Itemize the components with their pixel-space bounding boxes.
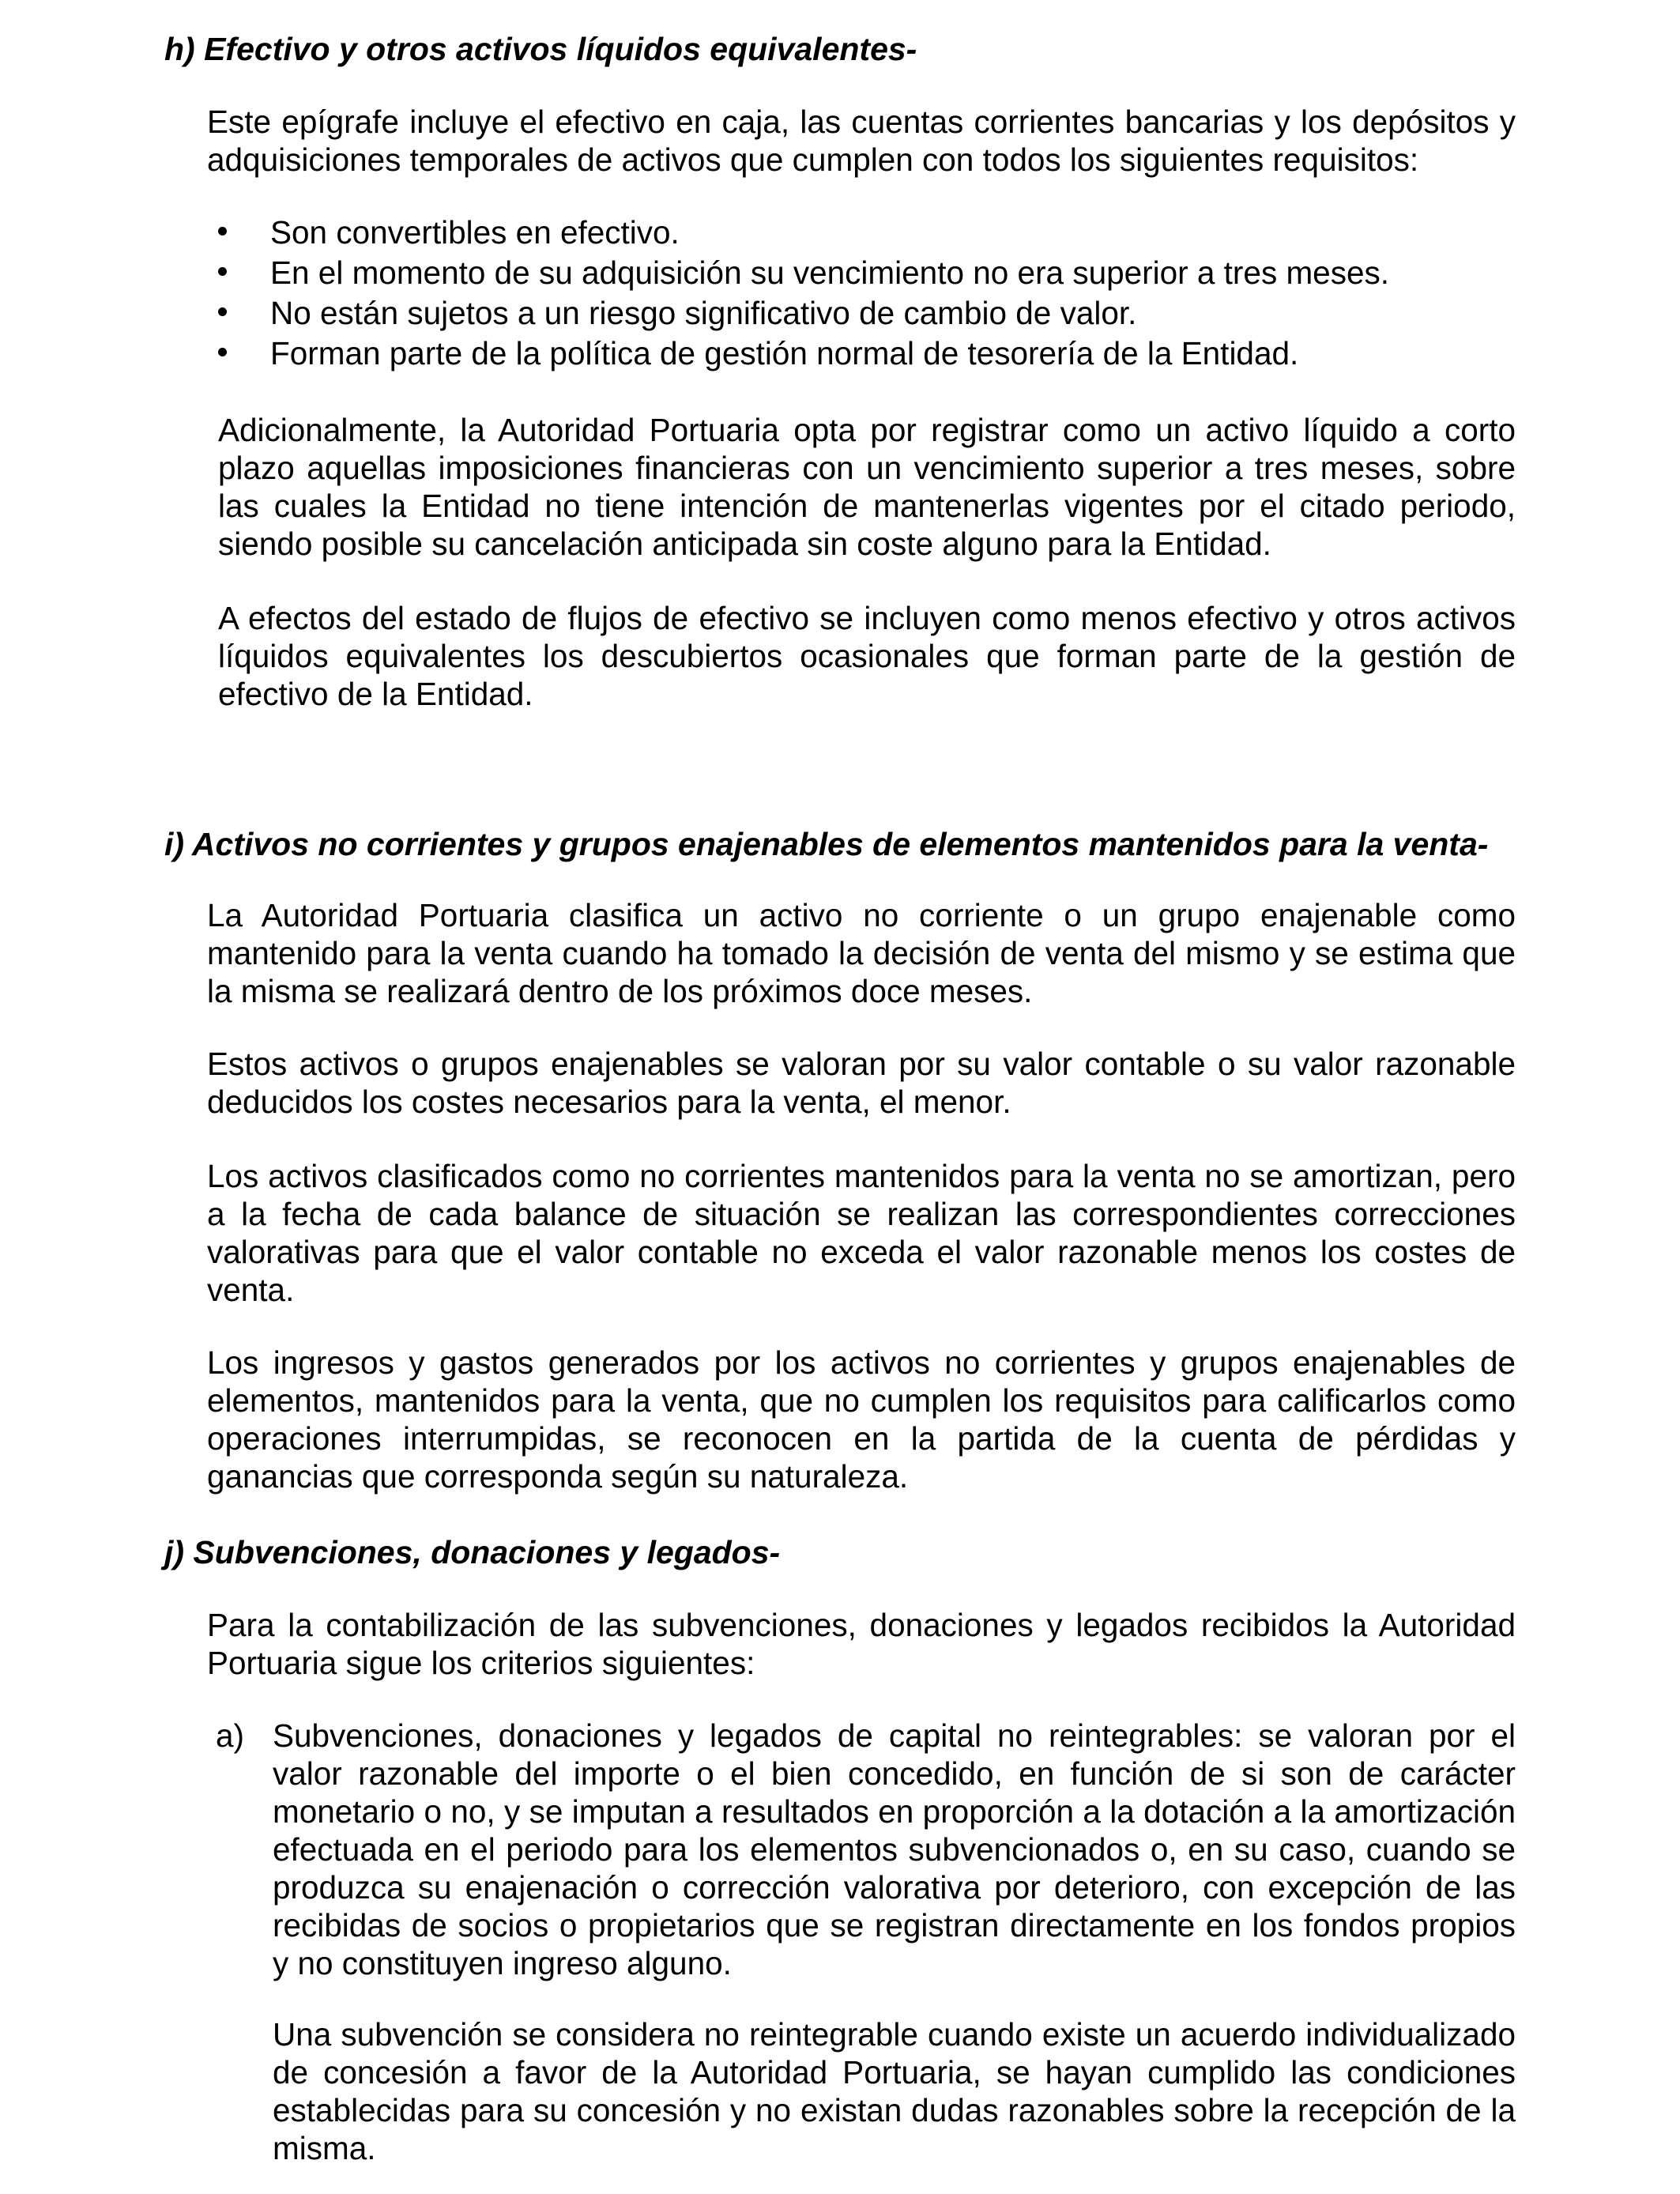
list-item: Son convertibles en efectivo. — [207, 213, 1516, 254]
bullet-icon — [218, 227, 227, 236]
list-item: Forman parte de la política de gestión normal de tesorería de la Entidad. — [207, 334, 1516, 375]
list-marker: a) — [216, 1717, 245, 1754]
section-j-heading: j) Subvenciones, donaciones y legados- — [164, 1534, 781, 1570]
section-i-paragraph: Los activos clasificados como no corrientes mantenidos para la venta no se amortizan, pero a la fecha de cada balance de situación se realizan las correspondientes correcciones valorativas para que el valor contable no exceda el valor razonable menos los costes de venta. — [207, 1158, 1516, 1308]
section-i-paragraph: Los ingresos y gastos generados por los activos no corrientes y grupos enajenables de elementos, mantenidos para la venta, que no cumplen los requisitos para calificarlos como operaciones interrumpidas, se reconocen en la partida de la cuenta de pérdidas y ganancias que corresponda según su naturaleza. — [207, 1344, 1516, 1495]
section-i-heading: i) Activos no corrientes y grupos enajenables de elementos mantenidos para la venta- — [164, 826, 1489, 862]
section-i-paragraph: La Autoridad Portuaria clasifica un activo no corriente o un grupo enajenable como mantenido para la venta cuando ha tomado la decisión de venta del mismo y se estima que la misma se realizará dentro de los próximos doce meses. — [207, 897, 1516, 1009]
section-h-heading: h) Efectivo y otros activos líquidos equivalentes- — [164, 31, 917, 67]
section-j-item-a: Subvenciones, donaciones y legados de capital no reintegrables: se valoran por el valor razonable del importe o el bien concedido, en función de si son de carácter monetario o no, y se imputan a resultados en proporción a la dotación a la amortización efectuada en el periodo para los elementos subvencionados o, en su caso, cuando se produzca su enajenación o corrección valorativa por deterioro, con excepción de las recibidas de socios o propietarios que se registran directamente en los fondos propios y no constituyen ingreso alguno. — [273, 1717, 1516, 1981]
bullet-icon — [218, 307, 227, 316]
section-h-intro: Este epígrafe incluye el efectivo en caja, las cuentas corrientes bancarias y los depósitos y adquisiciones temporales de activos que cumplen con todos los siguientes requisitos: — [207, 104, 1516, 178]
section-i-paragraph: Estos activos o grupos enajenables se valoran por su valor contable o su valor razonable deducidos los costes necesarios para la venta, el menor. — [207, 1046, 1516, 1120]
list-item: En el momento de su adquisición su vencimiento no era superior a tres meses. — [207, 254, 1516, 294]
section-h-paragraph: A efectos del estado de flujos de efectivo se incluyen como menos efectivo y otros activos líquidos equivalentes los descubiertos ocasionales que forman parte de la gestión de efectivo de la Entidad. — [218, 600, 1516, 712]
section-h-bullet-list — [207, 213, 1516, 375]
list-item: No están sujetos a un riesgo significativo de cambio de valor. — [207, 294, 1516, 334]
section-j-intro: Para la contabilización de las subvenciones, donaciones y legados recibidos la Autoridad Portuaria sigue los criterios siguientes: — [207, 1607, 1516, 1681]
bullet-icon — [218, 267, 227, 276]
section-h-paragraph: Adicionalmente, la Autoridad Portuaria opta por registrar como un activo líquido a corto plazo aquellas imposiciones financieras con un vencimiento superior a tres meses, sobre las cuales la Entidad no tiene intención de mantenerlas vigentes por el citado periodo, siendo posible su cancelación anticipada sin coste alguno para la Entidad. — [218, 412, 1516, 562]
bullet-icon — [218, 348, 227, 356]
section-j-item-a-paragraph: Una subvención se considera no reintegrable cuando existe un acuerdo individualizado de concesión a favor de la Autoridad Portuaria, se hayan cumplido las condiciones establecidas para su concesión y no existan dudas razonables sobre la recepción de la misma. — [273, 2016, 1516, 2166]
